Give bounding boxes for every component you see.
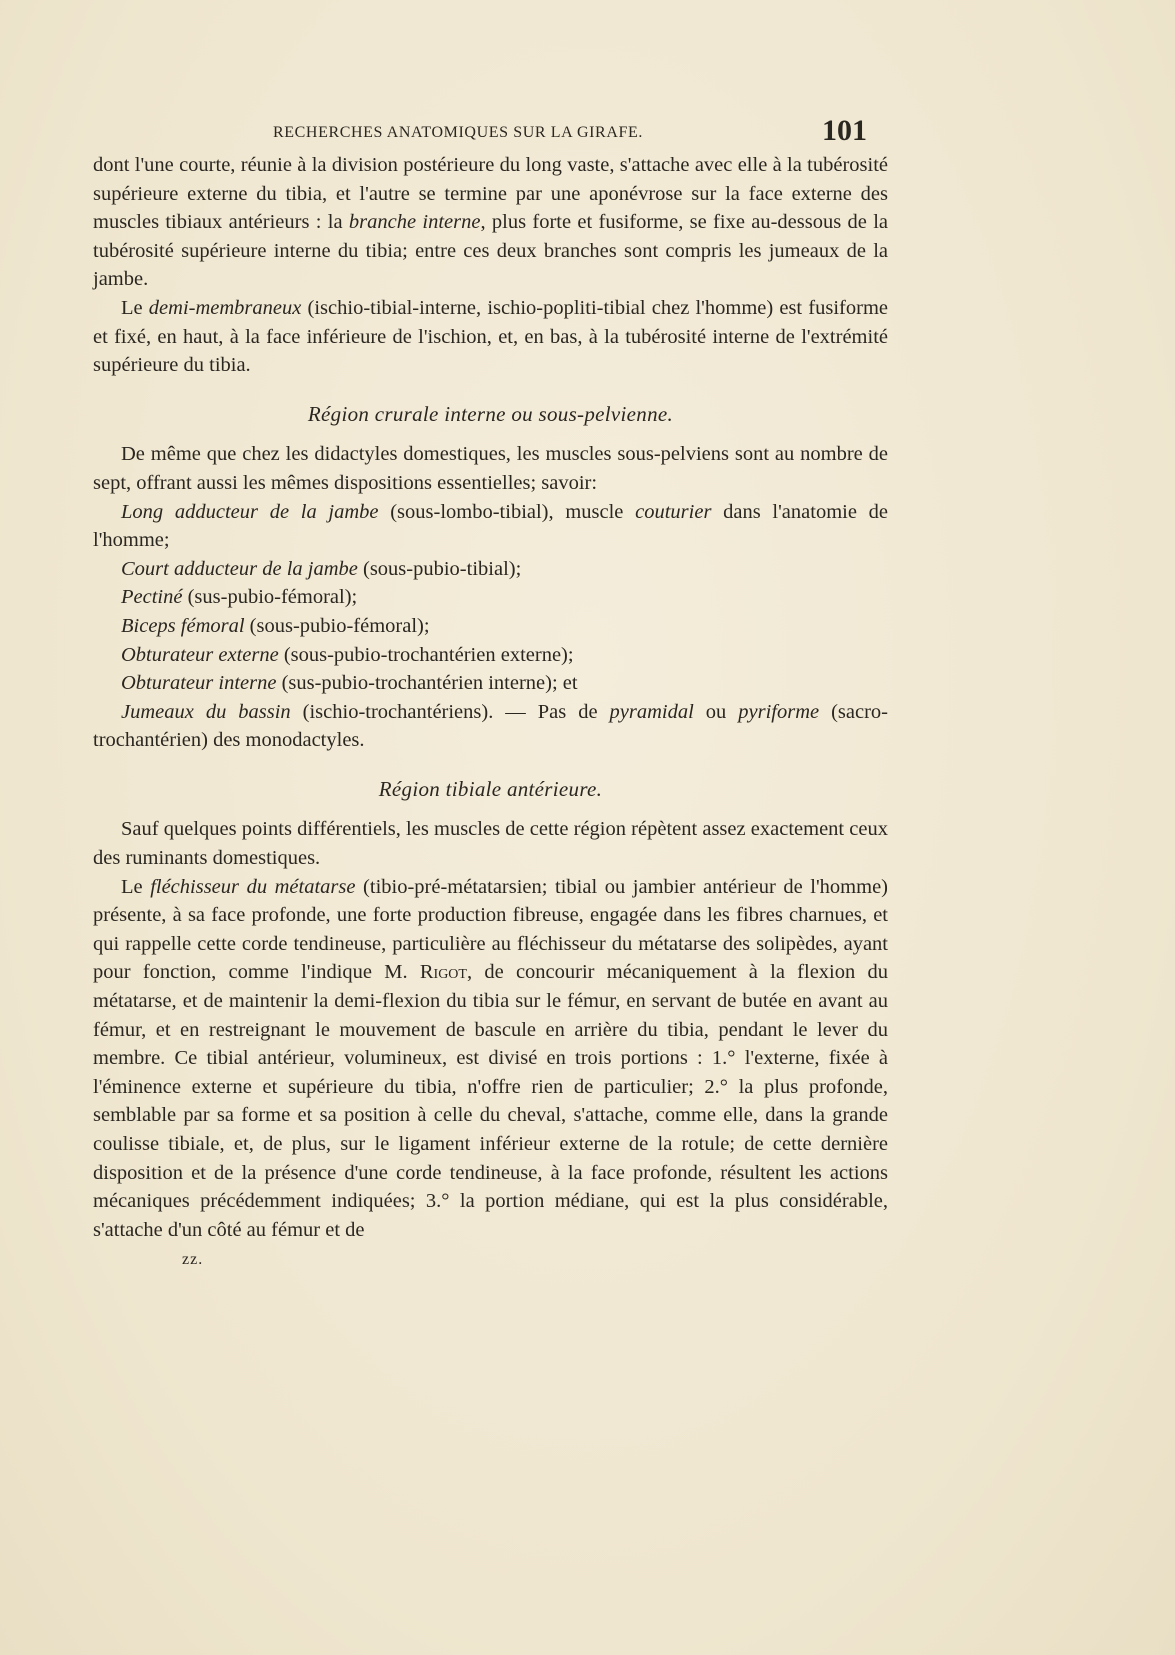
- list-item: Court adducteur de la jambe (sous-pubio-tibial);: [121, 557, 522, 580]
- running-title: RECHERCHES ANATOMIQUES SUR LA GIRAFE.: [273, 124, 643, 141]
- section-heading-tibiale: Région tibiale antérieure.: [378, 776, 603, 801]
- signature-mark: zz.: [182, 1251, 204, 1269]
- page-body: [93, 151, 888, 1275]
- paragraph-demi-membraneux: Le demi-membraneux (ischio-tibial-interne, ischio-popliti-tibial chez l'homme) est fusiforme et fixé, en haut, à la face inférieure de l'ischion, et, en bas, à la tubérosité interne de l'extrémité supérieure du tibia.: [93, 296, 888, 377]
- list-item: Pectiné (sus-pubio-fémoral);: [121, 586, 358, 609]
- list-item: Obturateur externe (sous-pubio-trochantérien externe);: [121, 643, 574, 666]
- paragraph-continuation: dont l'une courte, réunie à la division postérieure du long vaste, s'attache avec elle à la tubérosité supérieure externe du tibia, et l'autre se termine par une aponévrose sur la face externe des muscles tibiaux antérieurs : la branche interne, plus forte et fusiforme, se fixe au-dessous de la tubérosité supérieure interne du tibia; entre ces deux branches sont compris les jumeaux de la jambe.: [93, 154, 888, 291]
- paragraph-sous-pelviens: De même que chez les didactyles domestiques, les muscles sous-pelviens sont au nombre de sept, offrant aussi les mêmes dispositions essentielles; savoir:: [93, 443, 888, 494]
- paragraph-flechisseur: Le fléchisseur du métatarse (tibio-pré-métatarsien; tibial ou jambier antérieur de l'homme) présente, à sa face profonde, une forte production fibreuse, engagée dans les fibres charnues, et qui rappelle cette corde tendineuse, particulière au fléchisseur du métatarse des solipèdes, ayant pour fonction, comme l'indique M. Rigot, de concourir mécaniquement à la flexion du métatarse, et de maintenir la demi-flexion du tibia sur le fémur, en servant de butée en avant au fémur, et en restreignant le mouvement de bascule en arrière du tibia, pendant le lever du membre. Ce tibial antérieur, volumineux, est divisé en trois portions : 1.° l'externe, fixée à l'éminence externe et supérieure du tibia, n'offre rien de particulier; 2.° la plus profonde, semblable par sa forme et sa position à celle du cheval, s'attache, comme elle, dans la grande coulisse tibiale, et, de plus, sur le ligament inférieur externe de la rotule; de cette dernière disposition et de la présence d'une corde tendineuse, à la face profonde, résultent les actions mécaniques précédemment indiquées; 3.° la portion médiane, qui est la plus considérable, s'attache d'un côté au fémur et de: [93, 875, 888, 1241]
- list-item: Biceps fémoral (sous-pubio-fémoral);: [121, 614, 430, 637]
- page-number: 101: [822, 114, 867, 147]
- list-item: Obturateur interne (sus-pubio-trochantérien interne); et: [121, 672, 578, 695]
- page-header: [0, 114, 1175, 148]
- list-item: Long adducteur de la jambe (sous-lombo-tibial), muscle couturier dans l'anatomie de l'homme;: [93, 500, 888, 552]
- section-heading-crurale: Région crurale interne ou sous-pelvienne.: [307, 401, 674, 426]
- list-item: Jumeaux du bassin (ischio-trochantériens). — Pas de pyramidal ou pyriforme (sacro-trochantérien) des monodactyles.: [93, 700, 888, 752]
- paragraph-sauf: Sauf quelques points différentiels, les muscles de cette région répètent assez exactement ceux des ruminants domestiques.: [93, 818, 888, 870]
